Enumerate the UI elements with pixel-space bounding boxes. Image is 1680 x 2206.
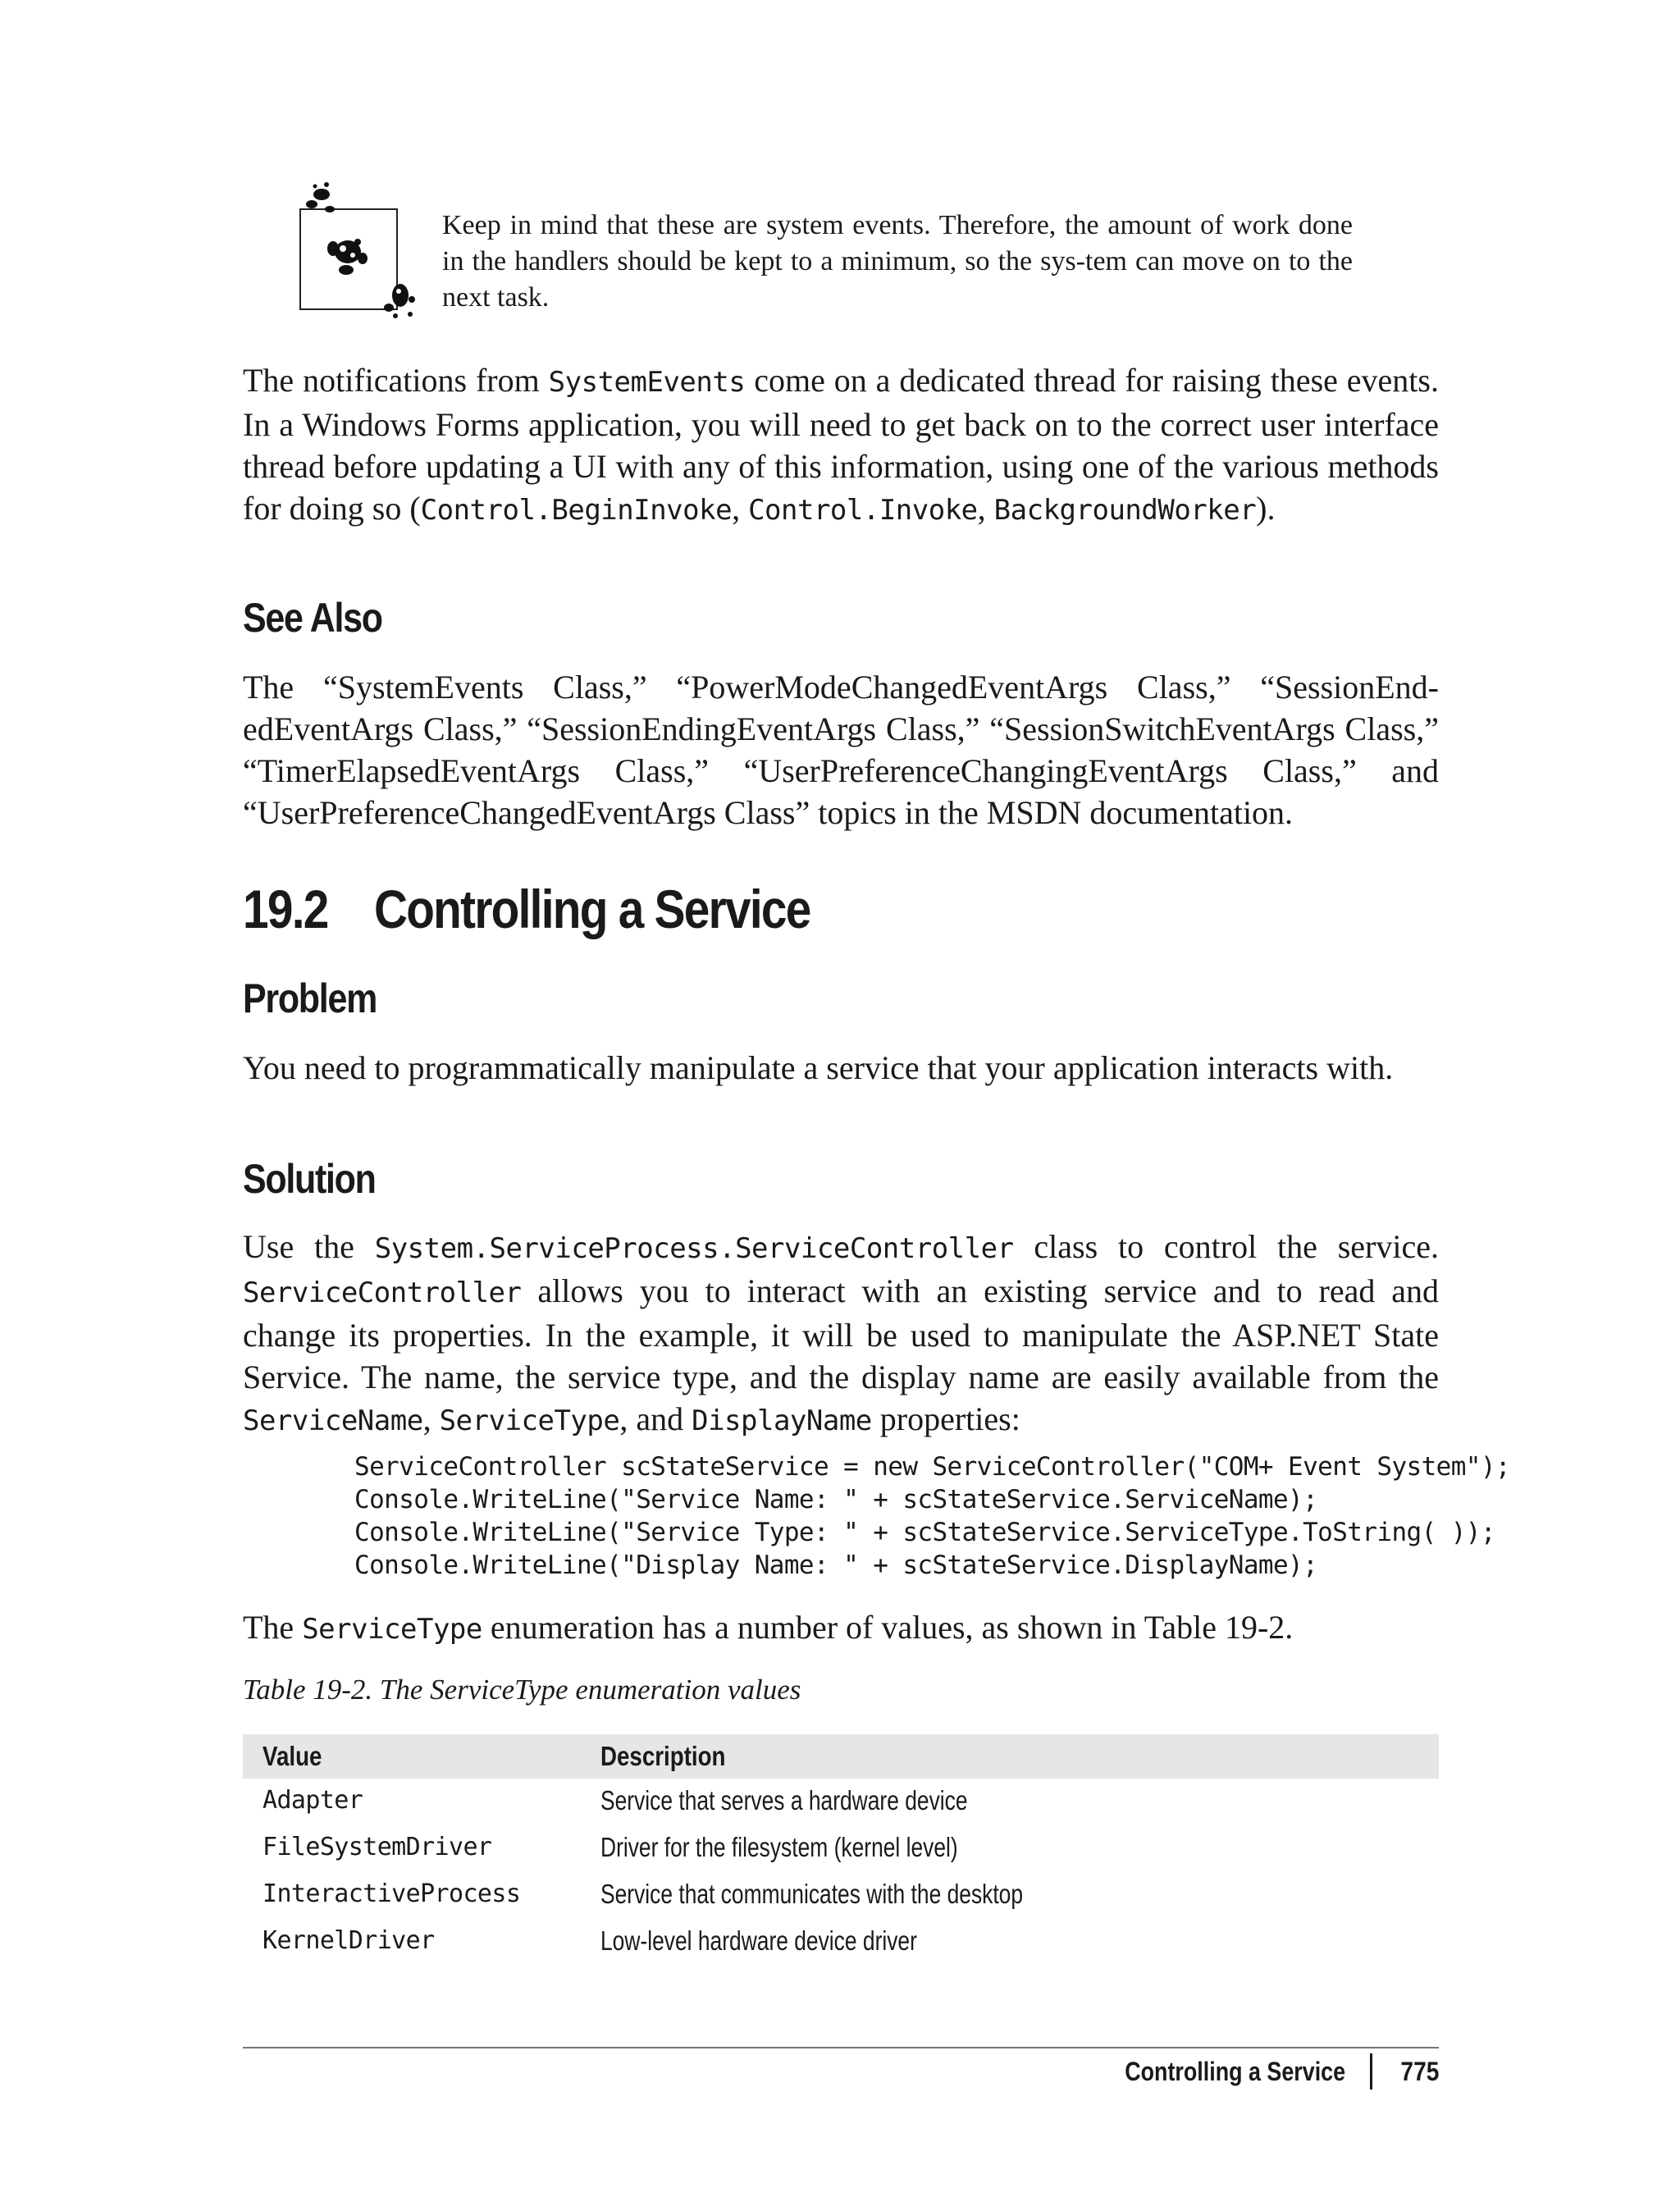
inline-code: System.ServiceProcess.ServiceController (374, 1232, 1014, 1265)
inline-code: ServiceName (243, 1404, 423, 1437)
see-also-paragraph: The “SystemEvents Class,” “PowerModeChangedEventArgs Class,” “SessionEnd-edEventArgs Class,” “SessionEndingEventArgs Class,” “SessionSwitchEventArgs Class,” “TimerElapsedEventArgs Class,” “UserPreferenceChangingEventArgs Class,” and “UserPreferenceChangedEventArgs Class” topics in the MSDN documentation. (243, 669, 1439, 831)
cell-value: Adapter (262, 1786, 363, 1815)
section-title: Controlling a Service (373, 879, 810, 939)
footer-separator (1370, 2053, 1372, 2090)
tip-callout (297, 176, 1380, 316)
inline-code: Control.BeginInvoke (420, 494, 733, 527)
inline-code: SystemEvents (548, 366, 746, 399)
solution-paragraph: Use the System.ServiceProcess.ServiceController class to control the service. ServiceController allows you to interact with an existing service and to read and change its properties. In the example, it will be used to manipulate the ASP.NET State Service. The name, the service type, and the display name are easily available from the ServiceName, ServiceType, and DisplayName properties: (243, 1228, 1439, 1437)
table-header-row (243, 1734, 1439, 1779)
table-row (243, 1872, 1439, 1919)
inline-code: ServiceType (302, 1613, 482, 1646)
section-heading (243, 878, 810, 940)
inline-code: Control.Invoke (748, 494, 978, 527)
column-header-value: Value (262, 1741, 322, 1771)
column-header-description: Description (600, 1741, 726, 1771)
table-row (243, 1919, 1439, 1966)
running-footer-title: Controlling a Service (1124, 2056, 1345, 2086)
see-also-heading: See Also (243, 595, 382, 641)
cell-value: KernelDriver (262, 1926, 435, 1955)
table-row (243, 1779, 1439, 1825)
tip-bugs-icon (297, 176, 420, 320)
servicetype-table (243, 1734, 1439, 1966)
section-number: 19.2 (243, 879, 328, 939)
cell-value: FileSystemDriver (262, 1833, 492, 1861)
cell-description: Low-level hardware device driver (600, 1925, 917, 1956)
cell-description: Service that communicates with the desktop (600, 1879, 1024, 1909)
table-row (243, 1825, 1439, 1872)
page-footer (1083, 2051, 1439, 2092)
cell-description: Service that serves a hardware device (600, 1785, 968, 1815)
solution-heading: Solution (243, 1156, 376, 1202)
code-listing: ServiceController scStateService = new ServiceController("COM+ Event System"); Console.WriteLine("Service Name: " + scStateService.ServiceName); Console.WriteLine("Service Type: " + scStateService.ServiceType.ToString( )); Console.WriteLine("Display Name: " + scStateService.DisplayName); (354, 1452, 1510, 1580)
cell-description: Driver for the filesystem (kernel level) (600, 1832, 958, 1862)
inline-code: BackgroundWorker (993, 494, 1257, 527)
problem-heading: Problem (243, 975, 377, 1021)
footer-divider (243, 2047, 1439, 2048)
enumeration-paragraph: The ServiceType enumeration has a number of values, as shown in Table 19-2. (243, 1609, 1294, 1646)
cell-value: InteractiveProcess (262, 1879, 521, 1908)
problem-paragraph: You need to programmatically manipulate a service that your application interacts with. (243, 1049, 1394, 1086)
inline-code: ServiceController (243, 1277, 522, 1309)
notifications-paragraph: The notifications from SystemEvents come on a dedicated thread for raising these events. In a Windows Forms application, you will need to get back on to the correct user interface thread before updating a UI with any of this information, using one of the various methods for doing so (Control.BeginInvoke, Control.Invoke, BackgroundWorker). (243, 362, 1439, 527)
tip-text: Keep in mind that these are system events. Therefore, the amount of work done in the handlers should be kept to a minimum, so the sys-tem can move on to the next task. (442, 210, 1353, 313)
table-caption: Table 19-2. The ServiceType enumeration values (243, 1674, 801, 1706)
page-number: 775 (1400, 2056, 1439, 2086)
inline-code: DisplayName (692, 1404, 872, 1437)
inline-code: ServiceType (439, 1404, 620, 1437)
